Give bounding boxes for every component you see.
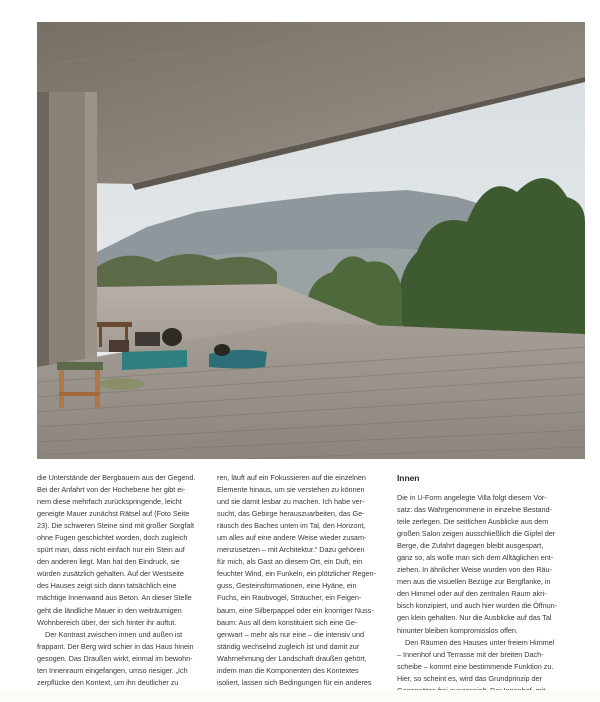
text-line: satz: das Wahrgenommene in einzelne Bestand- [397,505,552,515]
text-line: Elemente hinaus, um sie verstehen zu können [217,485,365,495]
text-line: die Unterstände der Bergbauern aus der Gegend. [37,473,196,482]
text-line: des Hauses zeigt sich dann tatsächlich eine [37,581,177,591]
text-line: menzusetzen – mit Architektur.“ Dazu gehören [217,545,365,555]
text-line: Die in U-Form angelegte Villa folgt diesem Vor- [397,493,547,502]
text-line: ohne Fugen geschichtet worden, doch zugleich [37,533,188,543]
text-line: spürt man, dass nicht einfach nur ein Stein auf [37,545,185,555]
text-line: mächtige Innenwand aus Beton. An dieser Stelle [37,593,192,603]
text-line: baum: Aus all dem konstituiert sich eine Ge- [217,617,358,627]
text-line: großen Salon zeigen ausschließlich die Gipfel der [397,529,556,539]
text-line: hinunter bleiben kompromisslos offen. [397,625,518,635]
text-line: ziehen. In ähnlicher Weise wurden von den Räu- [397,565,552,575]
text-line: gesogen. Das Draußen wirkt, einmal im bewohn- [37,653,193,663]
text-line: Den Räumen des Hauses unter freiem Himmel [405,637,555,647]
text-line: Wahrnehmung der Landschaft draußen gehört, [217,653,367,663]
text-line: räusch des Baches unten im Tal, den Horizont, [217,521,366,531]
page-bottom-edge [0,690,600,702]
text-line: ganz so, als wolle man sich dem Alltäglichen ent- [397,553,554,563]
text-line: isoliert, lassen sich Bedingungen für ein anderes [217,677,372,687]
text-column-1 [37,472,209,701]
text-line: Bei der Anfahrt von der Hochebene her gibt ei- [37,485,186,495]
text-column-2 [217,472,389,701]
text-line: Berge, die Zufahrt dagegen bleibt ausgespart, [397,541,544,551]
text-line: baum, eine Silberpappel oder ein knorriger Nuss- [217,605,374,615]
text-line: ren, läuft auf ein Fokussieren auf die einzelnen [217,473,366,482]
text-line: ständig wechselnd zugleich ist und damit zur [217,641,360,651]
text-line: genwart – mehr als nur eine – die intensiv und [217,629,364,639]
text-line: zerpflücke den Kontext, um ihn deutlicher zu [37,677,179,687]
text-line: gen klein gehalten. Nur die Ausblicke auf das Tal [397,613,552,623]
text-line: feuchter Wind, ein Funkeln, ein plötzlicher Regen- [217,569,376,579]
text-line: geht die ländliche Mauer in den weiträumigen [37,605,182,615]
text-line: teile zerlegen. Die seitlichen Ausblicke aus dem [397,517,549,527]
text-line: 23). Die schweren Steine sind mit großer Sorgfalt [37,521,194,531]
section-heading: Innen [397,473,420,483]
text-line: den anderen liegt. Man hat den Eindruck, sie [37,557,180,567]
text-line: bisch konzipiert, und auch hier wurden die Öffnun- [397,601,558,611]
text-line: Hier, so scheint es, wird das Grundprinzip der [397,673,542,683]
text-line: sucht, das Gebirge herauszuarbeiten, das Ge- [217,509,365,519]
villa-terrace-photo [37,22,585,459]
text-line: guss, Gesteinsformationen, eine Hyäne, ein [217,581,357,591]
text-line: Fuchs, ein Raubvogel, Sträucher, ein Feigen- [217,593,362,603]
text-line: ten Innenraum eingefangen, umso riesiger. „Ich [37,665,188,675]
text-line: und sie damit lesbar zu machen. Ich habe ver- [217,497,365,507]
text-line: men aus die visuellen Bezüge zur Bergflanke, in [397,577,551,587]
text-line: frappant. Der Berg wird schier in das Haus hinein [37,641,194,651]
text-line: indem man die Komponenten des Kontextes [217,665,359,675]
text-line: scheibe – kommt eine bestimmende Funktion zu. [397,661,554,671]
text-column-3 [397,472,569,697]
text-line: Der Kontrast zwischen innen und außen ist [45,629,183,639]
text-line: um alles auf eine andere Weise wieder zusam- [217,533,367,543]
text-line: Wohnbereich über, der sich hinter ihr auftut. [37,617,177,627]
text-line: geneigte Mauer zunächst Rätsel auf (Foto Seite [37,509,190,519]
text-line: würden zusätzlich gehalten. Auf der Westseite [37,569,184,579]
text-line: für mich, als Gast an diesem Ort, ein Duft, ein [217,557,363,567]
text-line: den Himmel oder auf den zentralen Raum akri- [397,589,547,599]
text-line: nem diese mehrfach zurückspringende, leicht [37,497,182,507]
text-line: – Innenhof und Terrasse mit der breiten Dach- [397,649,544,659]
